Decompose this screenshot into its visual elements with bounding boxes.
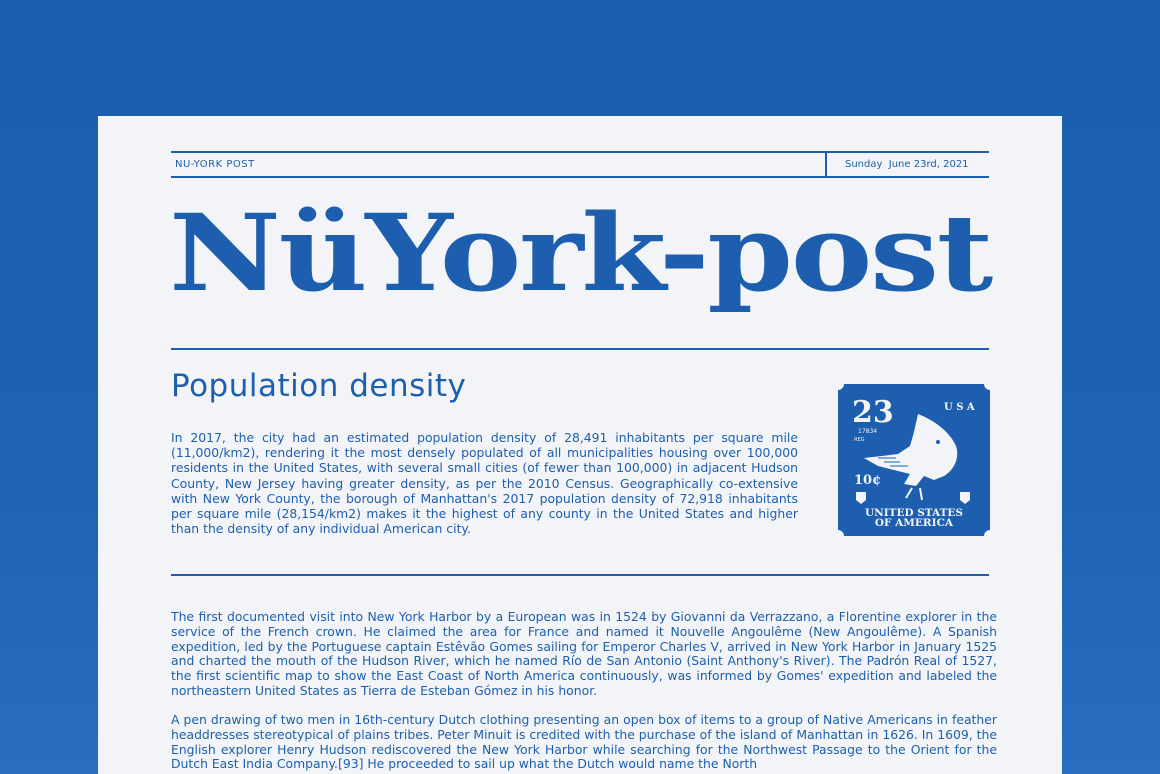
postage-stamp <box>838 384 990 536</box>
issue-date: Sunday June 23rd, 2021 <box>845 159 969 170</box>
newspaper-logo <box>160 186 1000 326</box>
stamp-reg-label: REG <box>854 437 865 443</box>
logo-text: NüYork-post <box>169 190 994 315</box>
stamp-country-line-1: UNITED STATES <box>864 507 964 519</box>
stamp-value: 23 <box>852 395 894 430</box>
section-rule <box>171 574 989 576</box>
body-paragraph-2: A pen drawing of two men in 16th-century Dutch clothing presenting an open box of items to a group of Native Americans in feather headdresses stereotypical of plains tribes. Peter Minuit is credited with the purchase of the island of Manhattan in 1626. In 1609, the English explorer Henry Hudson rediscovered the New York Harbor while searching for the Northwest Passage to the Orient for the Dutch East India Company.[93] He proceeded to sail up what the Dutch would name the North <box>171 712 997 772</box>
masthead-bar <box>171 151 989 178</box>
stamp-reg-number: 17834 <box>858 428 878 435</box>
headline-rule <box>171 348 989 350</box>
paper-name: NU-YORK POST <box>175 159 255 170</box>
article-title: Population density <box>171 368 467 404</box>
body-paragraph-1: The first documented visit into New York Harbor by a European was in 1524 by Giovanni da Verrazzano, a Florentine explorer in the service of the French crown. He claimed the area for France and named it Nouvelle Angoulême (New Angoulême). A Spanish expedition, led by the Portuguese captain Estêvão Gomes sailing for Emperor Charles V, arrived in New York Harbor in January 1525 and charted the mouth of the Hudson River, which he named Río de San Antonio (Saint Anthony's River). The Padrón Real of 1527, the first scientific map to show the East Coast of North America continuously, was informed by Gomes' expedition and labeled the northeastern United States as Tierra de Esteban Gómez in his honor. <box>171 609 997 698</box>
stamp-usa: U S A <box>944 402 975 413</box>
lead-paragraph: In 2017, the city had an estimated population density of 28,491 inhabitants per square mile (11,000/km2), rendering it the most densely populated of all municipalities housing over 100,000 residents in the United States, with several small cities (of fewer than 100,000) in adjacent Hudson County, New Jersey having greater density, as per the 2010 Census. Geographically co-extensive with New York County, the borough of Manhattan's 2017 population density of 72,918 inhabitants per square mile (28,154/km2) makes it the highest of any county in the United States and higher than the density of any individual American city. <box>171 430 798 537</box>
stamp-price: 10¢ <box>854 473 882 488</box>
stamp-country-line-2: OF AMERICA <box>874 517 954 529</box>
newspaper-page <box>98 116 1062 774</box>
masthead-divider <box>825 153 827 178</box>
